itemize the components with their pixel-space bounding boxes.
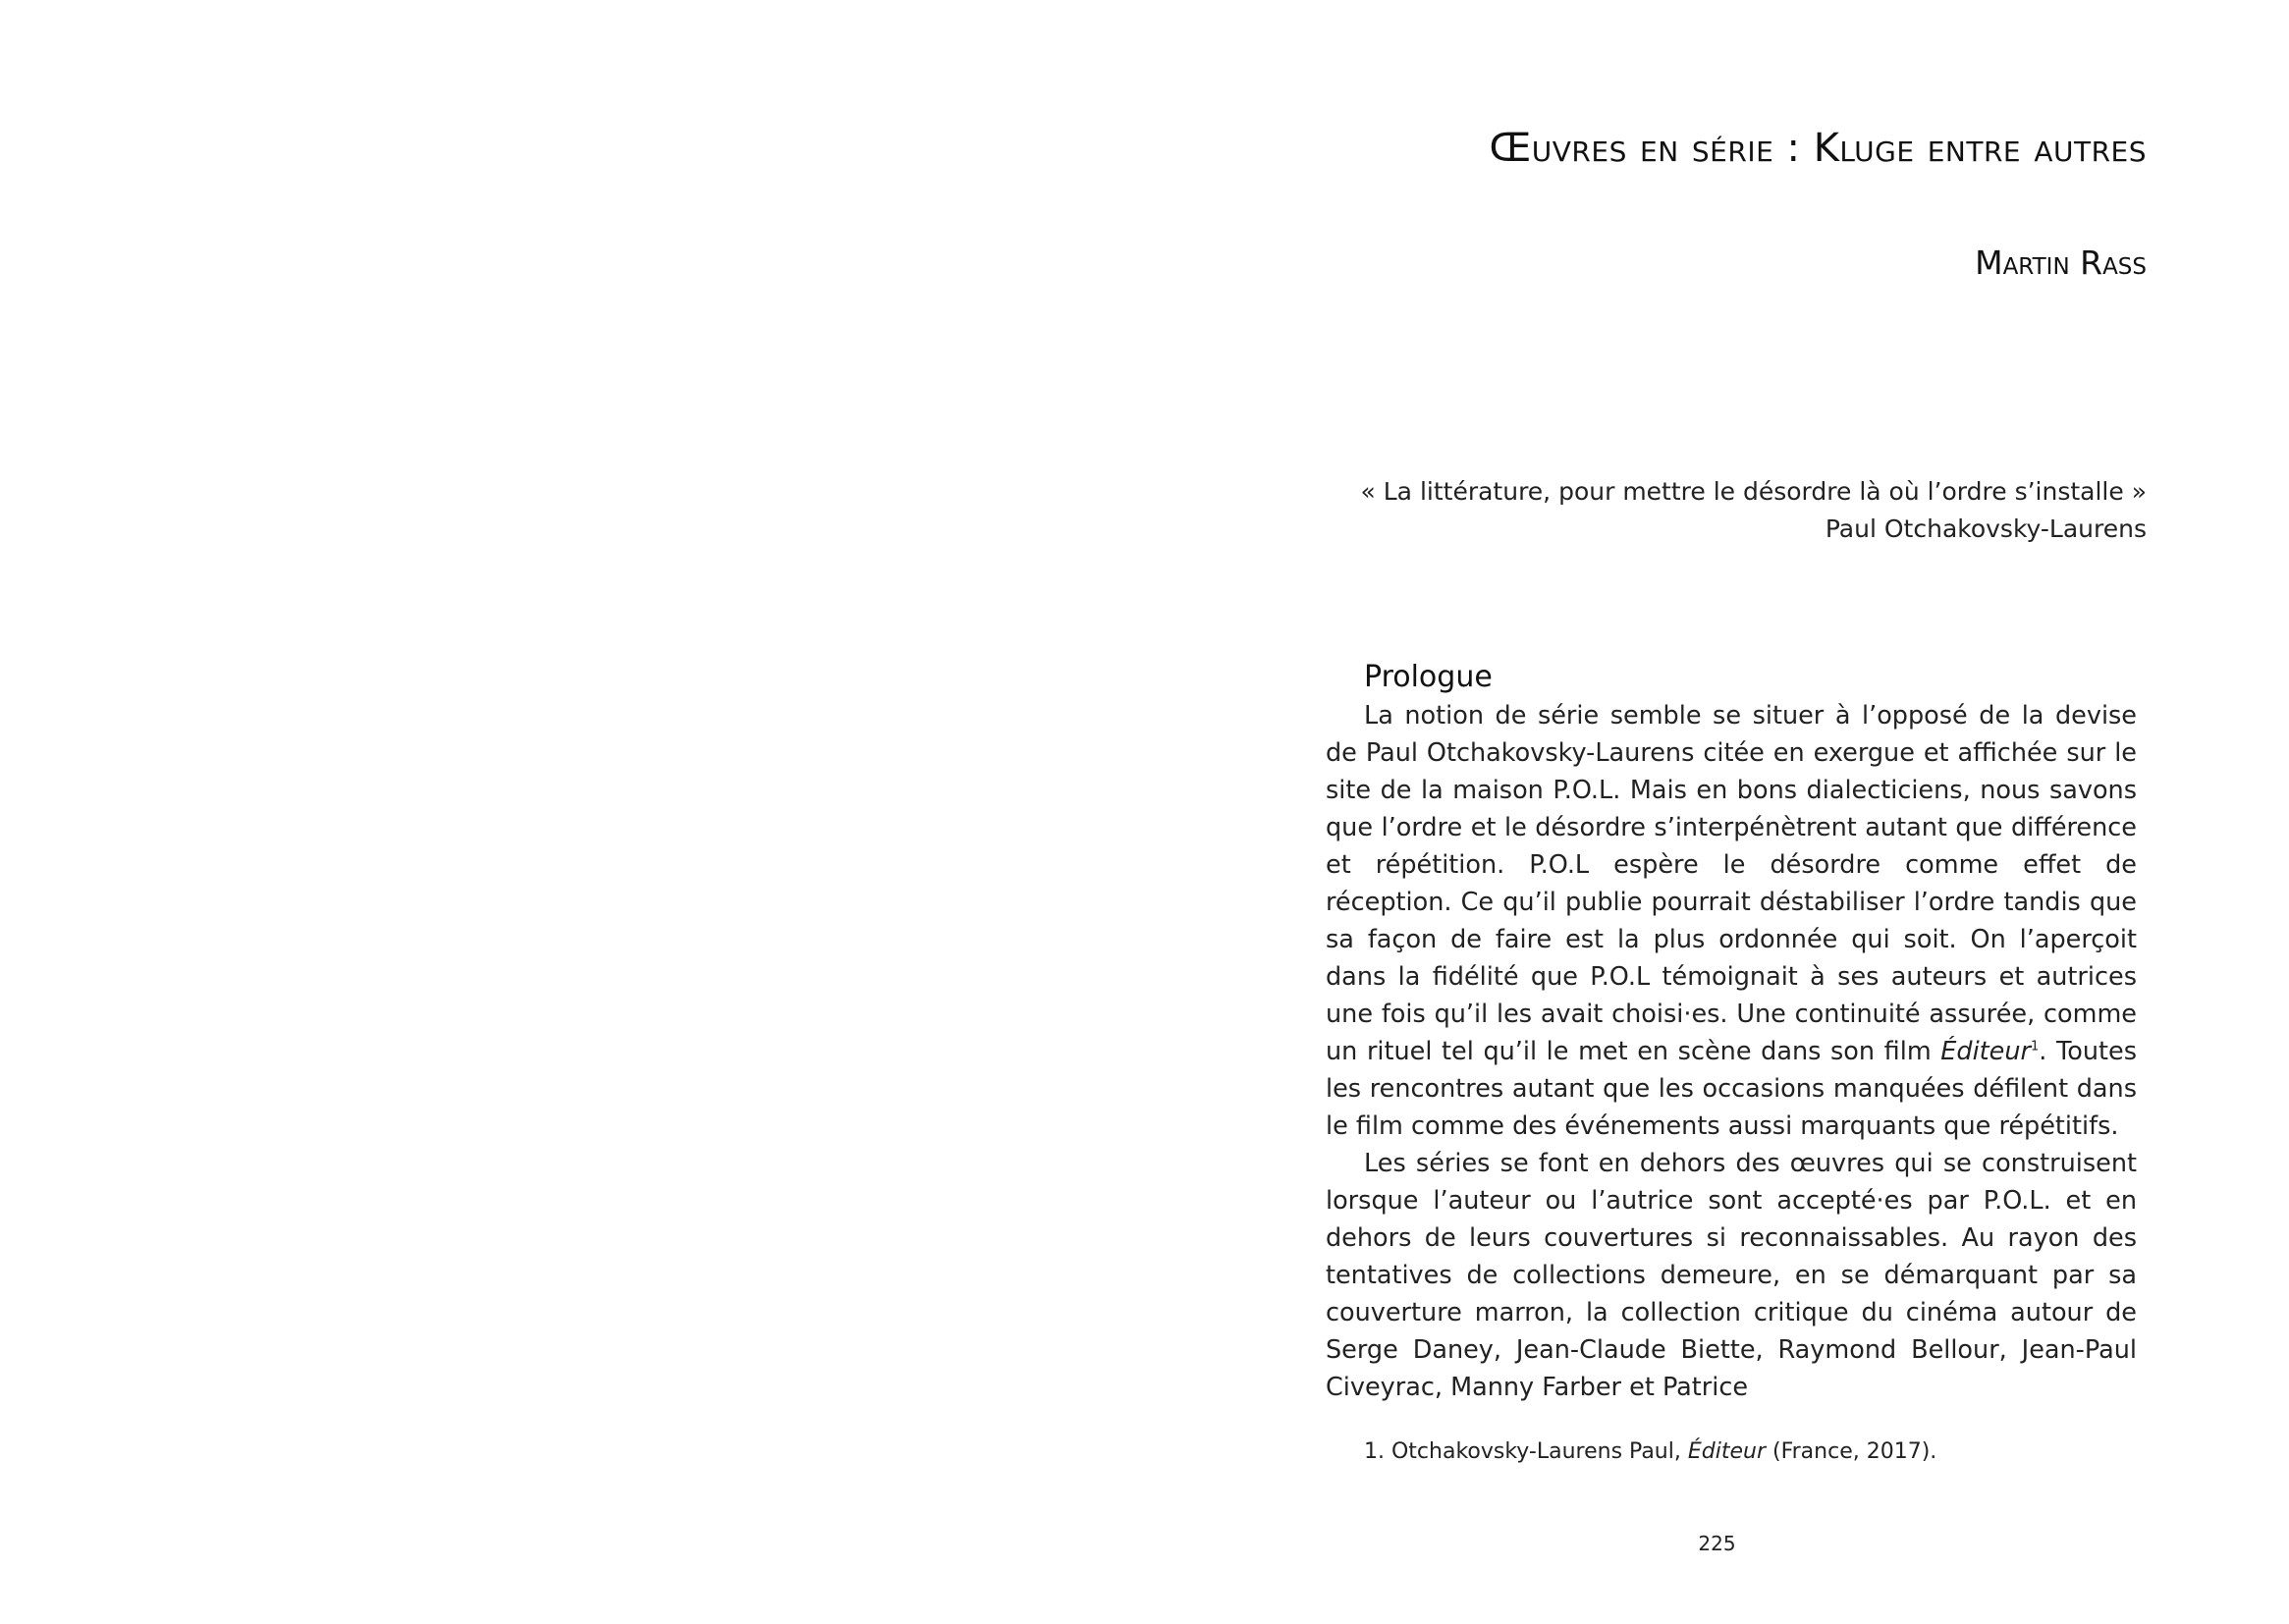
paragraph-1-text-b: . Toutes les rencontres autant que les occasions manquées défilent dans le film comme des événements aussi marquants que répétitifs. <box>1326 1037 2137 1141</box>
chapter-title: Œuvres en série : Kluge entre autres <box>1489 126 2147 171</box>
body-text <box>1326 658 2137 1406</box>
footnote-prefix: 1. Otchakovsky-Laurens Paul, <box>1364 1439 1688 1464</box>
footnote <box>1364 1439 1936 1464</box>
chapter-author: Martin Rass <box>1975 244 2147 282</box>
paragraph-2: Les séries se font en dehors des œuvres qui se construisent lorsque l’auteur ou l’autrice sont accepté·es par P.O.L. et en dehors de leurs couvertures si reconnaissables. Au rayon des tentatives de collections demeure, en se démarquant par sa couverture marron, la collection critique du cinéma autour de Serge Daney, Jean-Claude Biette, Raymond Bellour, Jean-Paul Civeyrac, Manny Farber et Patrice <box>1326 1149 2137 1402</box>
section-heading: Prologue <box>1364 660 1493 694</box>
epigraph-quote: « La littérature, pour mettre le désordre là où l’ordre s’installe » <box>1360 477 2147 506</box>
paragraph-1-text-a: La notion de série semble se situer à l’opposé de la devise de Paul Otchakovsky-Laurens citée en exergue et affichée sur le site de la maison P.O.L. Mais en bons dialecticiens, nous savons que l’ordre et le désordre s’interpénètrent autant que différence et répétition. P.O.L espère le désordre comme effet de réception. Ce qu’il publie pourrait déstabiliser l’ordre tandis que sa façon de faire est la plus ordonnée qui soit. On l’aperçoit dans la fidélité que P.O.L témoignait à ses auteurs et autrices une fois qu’il les avait choisi·es. Une continuité assurée, comme un rituel tel qu’il le met en scène dans son film <box>1326 701 2137 1066</box>
epigraph <box>1361 473 2147 548</box>
page-number: 225 <box>1698 1532 1736 1555</box>
film-title: Éditeur <box>1940 1037 2032 1066</box>
left-page-blank <box>0 0 1144 1624</box>
epigraph-attribution: Paul Otchakovsky-Laurens <box>1825 514 2147 543</box>
footnote-title: Éditeur <box>1687 1439 1766 1464</box>
footnote-reference[interactable]: 1 <box>2031 1039 2040 1055</box>
right-page <box>1145 0 2289 1624</box>
paragraph-1 <box>1326 697 2137 1145</box>
footnote-suffix: (France, 2017). <box>1766 1439 1937 1464</box>
